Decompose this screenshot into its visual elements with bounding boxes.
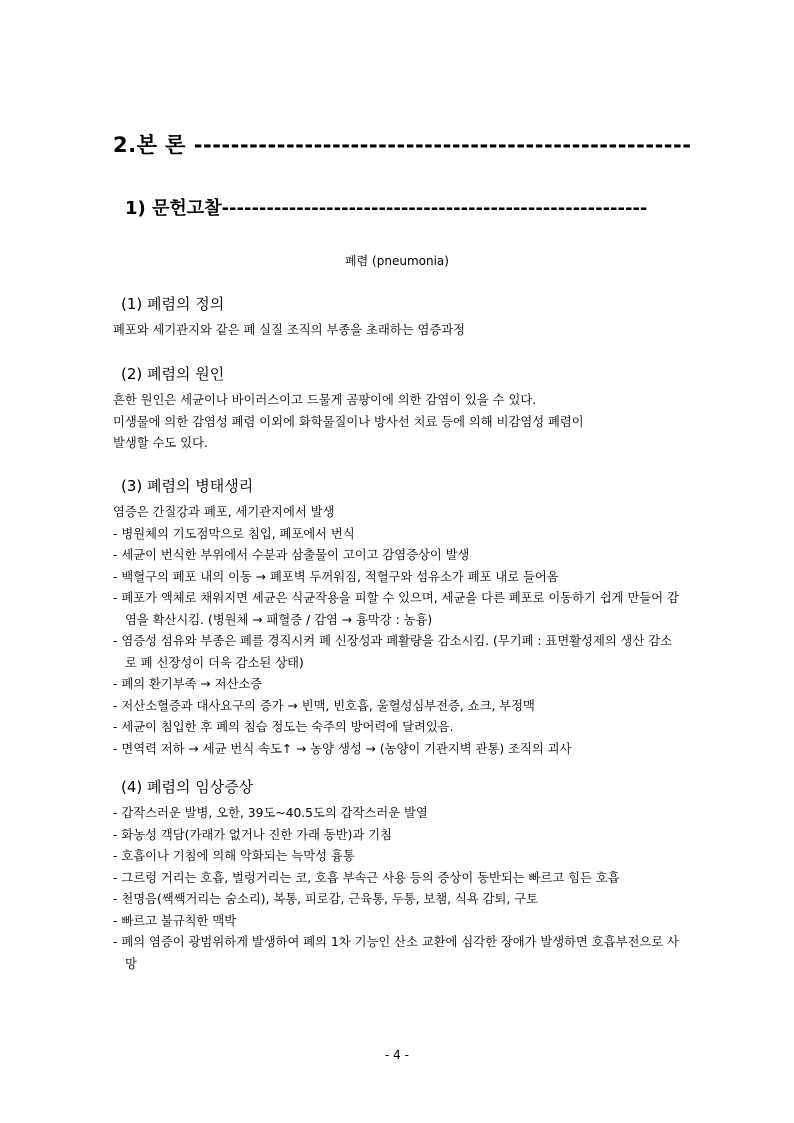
pathophysiology-bullet: - 폐포가 액체로 채워지면 세균은 식균작용을 피할 수 있으며, 세균을 다른 폐포로 이동하기 쉽게 만들어 감염을 확산시킴. (병원체 → 패혈증 / 감염 → 흉막강 : 농흉) [113,591,679,627]
chapter-heading: 2.본 론 ------------------------------------------------------ [113,133,692,157]
pathophysiology-bullet: - 저산소혈증과 대사요구의 증가 → 빈맥, 빈호흡, 울혈성심부전증, 쇼크, 부정맥 [113,698,535,713]
symptoms-section [113,777,681,975]
document-title: 폐렴 (pneumonia) [345,254,449,268]
pathophysiology-bullet: - 병원체의 기도점막으로 침입, 폐포에서 번식 [113,526,355,541]
definition-heading: (1) 폐렴의 정의 [121,295,225,313]
symptoms-bullet: - 호흡이나 기침에 의해 악화되는 늑막성 흉통 [113,849,355,863]
symptoms-bullet: - 갑작스러운 발병, 오한, 39도~40.5도의 갑작스러운 발열 [113,806,428,820]
definition-text: 폐포와 세기관지와 같은 폐 실질 조직의 부종을 초래하는 염증과정 [113,323,465,337]
pathophysiology-bullet: - 면역력 저하 → 세균 번식 속도↑ → 농양 생성 → (농양이 기관지벽 관통) 조직의 괴사 [113,741,572,756]
causes-section [113,364,681,455]
symptoms-bullet: - 화농성 객담(가래가 없거나 진한 가래 동반)과 기침 [113,827,392,842]
causes-line: 발생할 수도 있다. [113,436,208,450]
symptoms-heading: (4) 폐렴의 임상증상 [121,778,254,796]
pathophysiology-bullet: - 세균이 침입한 후 폐의 침습 정도는 숙주의 방어력에 달려있음. [113,720,454,734]
symptoms-bullet: - 빠르고 불규칙한 맥박 [113,913,237,928]
pathophysiology-bullet: - 백혈구의 폐포 내의 이동 → 폐포벽 두꺼워짐, 적혈구와 섬유소가 폐포 내로 들어옴 [113,569,559,584]
section-heading: 1) 문헌고찰--------------------------------------------------------- [125,198,648,219]
definition-section [113,294,681,342]
pathophysiology-bullet: - 폐의 환기부족 → 저산소증 [113,677,263,691]
page-number: - 4 - [385,1048,409,1062]
causes-line: 미생물에 의한 감염성 폐렴 이외에 화학물질이나 방사선 치료 등에 의해 비감염성 폐렴이 [113,414,584,429]
causes-heading: (2) 폐렴의 원인 [121,365,225,383]
pathophysiology-bullet: - 염증성 섬유와 부종은 폐를 경직시켜 폐 신장성과 폐활량을 감소시킴. (무기폐 : 표면활성제의 생산 감소로 폐 신장성이 더욱 감소된 상태) [113,634,673,670]
symptoms-bullet: - 그르렁 거리는 호흡, 벌렁거리는 코, 호흡 부속근 사용 등의 증상이 동반되는 빠르고 힘든 호흡 [113,870,620,885]
symptoms-bullet: - 폐의 염증이 광범위하게 발생하여 폐의 1차 기능인 산소 교환에 심각한 장애가 발생하면 호흡부전으로 사망 [113,935,679,971]
pathophysiology-section [113,476,681,760]
pathophysiology-bullet: - 세균이 번식한 부위에서 수분과 삼출물이 고이고 감염증상이 발생 [113,548,470,562]
causes-line: 흔한 원인은 세균이나 바이러스이고 드물게 곰팡이에 의한 감염이 있을 수 있다. [113,393,537,407]
pathophysiology-heading: (3) 폐렴의 병태생리 [121,477,254,495]
symptoms-bullet: - 천명음(쌕쌕거리는 숨소리), 복통, 피로감, 근육통, 두통, 보챔, 식욕 감퇴, 구토 [113,892,538,906]
pathophysiology-intro: 염증은 간질강과 폐포, 세기관지에서 발생 [113,505,335,519]
